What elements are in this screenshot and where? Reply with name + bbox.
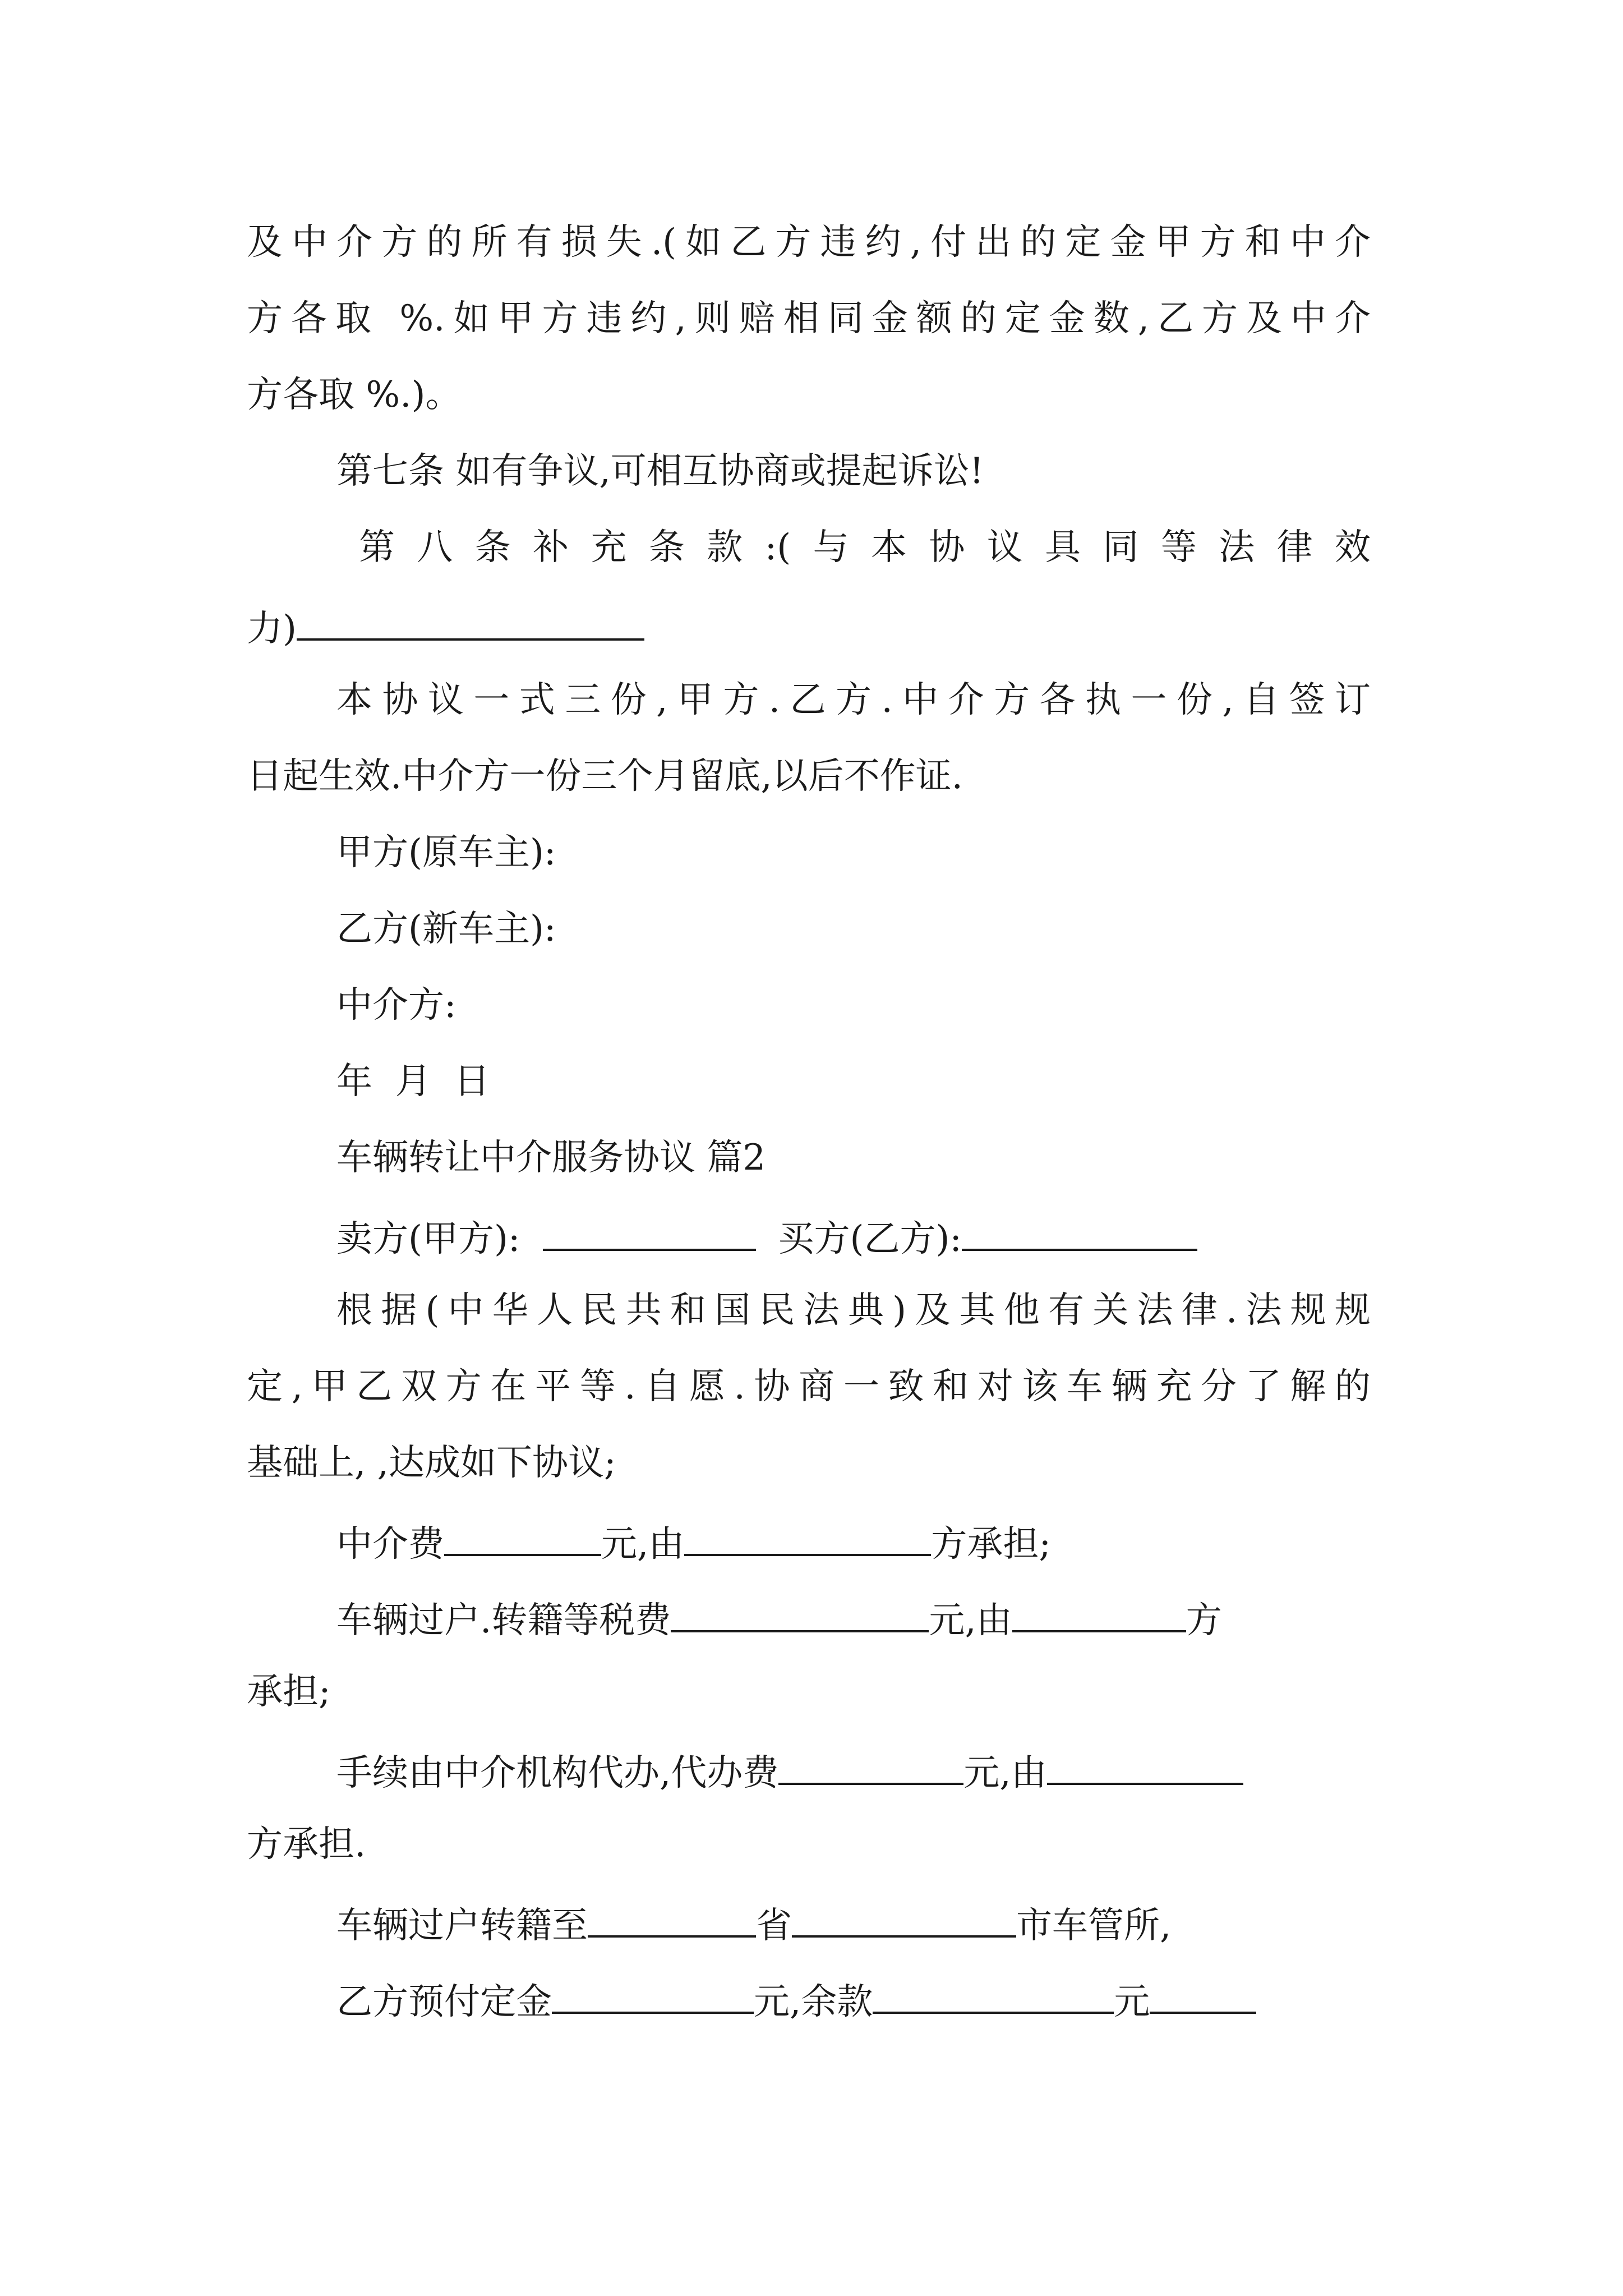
procedure-line: 手续由中介机构代办,代办费 元,由 — [336, 1750, 1243, 1791]
article-7: 第七条 如有争议,可相互协商或提起诉讼! — [336, 450, 984, 492]
section-heading: 车辆转让中介服务协议 篇2 — [336, 1137, 766, 1179]
blank-line — [444, 1521, 601, 1556]
blank-line — [792, 1903, 1016, 1938]
blank-line — [543, 1216, 756, 1251]
article-8: 第八条补充条款:(与本协议具同等法律效 — [359, 527, 1371, 568]
paragraph-line: 日起生效.中介方一份三个月留底,以后不作证. — [247, 756, 963, 797]
blank-line — [671, 1598, 929, 1632]
blank-line — [1047, 1750, 1243, 1785]
paragraph-line: 基础上, ,达成如下协议; — [247, 1442, 616, 1484]
paragraph-line: 方各取 %.如甲方违约,则赔相同金额的定金数,乙方及中介 — [247, 298, 1371, 339]
blank-line — [778, 1750, 963, 1785]
paragraph-line: 及中介方的所有损失.(如乙方违约,付出的定金甲方和中介 — [247, 222, 1371, 263]
article-8-cont: 力) — [247, 606, 644, 647]
blank-line — [552, 1979, 754, 2014]
tax-line: 车辆过户.转籍等税费 元,由 方 — [336, 1598, 1222, 1639]
paragraph-line: 方各取 %.)。 — [247, 374, 462, 416]
paragraph-line: 方承担. — [247, 1824, 366, 1865]
transfer-line: 车辆过户转籍至 省 市车管所, — [336, 1903, 1171, 1944]
agent-signature: 中介方: — [336, 984, 457, 1026]
blank-line — [1012, 1598, 1186, 1632]
paragraph-line: 根据(中华人民共和国民法典)及其他有关法律.法规规 — [336, 1290, 1371, 1331]
deposit-line: 乙方预付定金 元,余款 元 — [336, 1979, 1256, 2020]
blank-line — [962, 1216, 1197, 1251]
blank-line — [873, 1979, 1114, 2014]
seller-buyer-line: 卖方(甲方): 买方(乙方): — [336, 1216, 1197, 1257]
blank-line — [684, 1521, 931, 1556]
blank-line — [1150, 1979, 1256, 2014]
signature-date: 年 月 日 — [336, 1061, 490, 1102]
blank-line — [588, 1903, 756, 1938]
paragraph-line: 本协议一式三份,甲方.乙方.中介方各执一份,自签订 — [336, 679, 1371, 721]
party-b-signature: 乙方(新车主): — [336, 908, 556, 950]
fee-line: 中介费 元,由 方承担; — [336, 1521, 1051, 1562]
paragraph-line: 承担; — [247, 1671, 331, 1713]
paragraph-line: 定,甲乙双方在平等.自愿.协商一致和对该车辆充分了解的 — [247, 1366, 1371, 1407]
party-a-signature: 甲方(原车主): — [336, 832, 556, 873]
blank-line — [297, 606, 644, 641]
